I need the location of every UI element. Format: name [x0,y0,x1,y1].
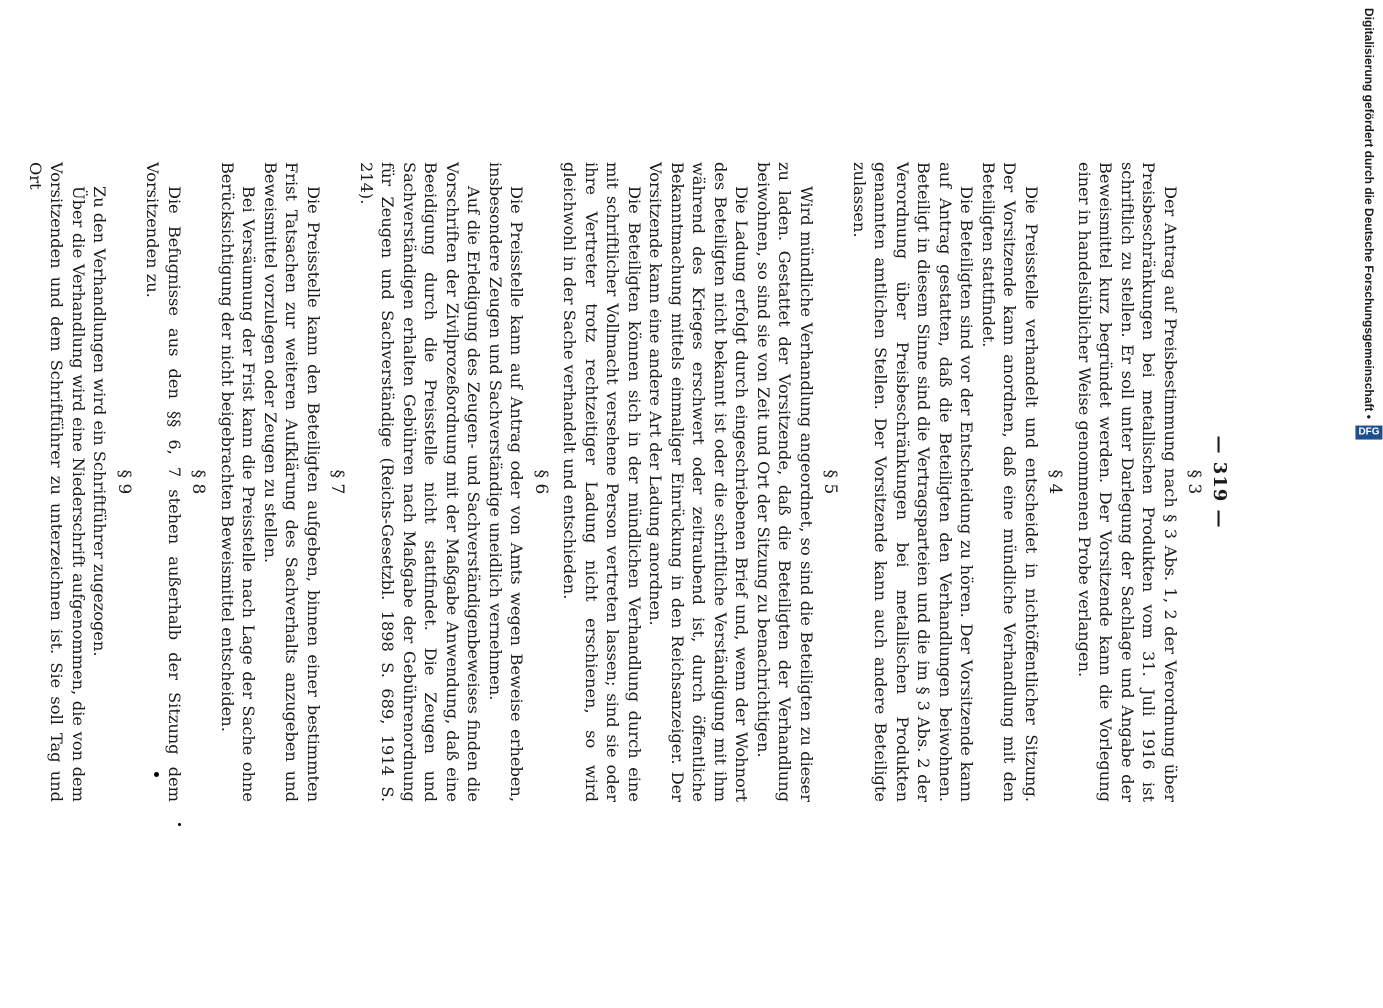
paragraph: Die Preisstelle kann auf Antrag oder von Amts wegen Beweise erheben, insbesondere Zeugen und Sachverständige uneidlich vernehmen. [486,162,527,802]
paragraph: Wird mündliche Verhandlung angeordnet, so sind die Beteiligten zu dieser zu laden. Gestattet der Vorsitzende, daß die Beteiligten der Verhandlung beiwohnen, so sind sie von Zeit und Ort der Sitzung zu benachrichtigen. [754,162,816,802]
section [25,162,135,802]
scan-speck [178,823,181,826]
page-number: — 319 — [1209,435,1230,529]
section [142,162,209,802]
scanned-page [26,152,1230,812]
section-heading: § 3 [1184,469,1205,495]
paragraph: Die Beteiligten können sich in der mündlichen Verhandlung durch eine mit schriftlicher Vollmacht versehene Person vertreten lassen; sind sie oder ihre Vertreter trotz rechtzeitiger Ladung nicht erschienen, so wird gleichwohl in der Sache verhandelt und entschieden. [560,162,644,802]
paragraph: Zu den Verhandlungen wird ein Schriftführer zugezogen. [90,186,110,657]
section-heading: § 9 [114,469,134,495]
digitization-footer [1359,0,1381,1000]
section [356,162,552,802]
section [849,162,1066,802]
section-heading: § 4 [1045,469,1066,495]
dfg-logo: DFG [1355,425,1382,439]
paragraph: Die Beteiligten sind vor der Entscheidung zu hören. Der Vorsitzende kann auf Antrag gestatten, daß die Beteiligten den Verhandlungen beiwohnen. Beteiligt in diesem Sinne sind die Vertragsparteien und die im § 3 Abs. 2 der Verordnung über Preisbeschränkungen bei metallischen Produkten genannten amtlichen Stellen. Der Vorsitzende kann auch andere Beteiligte zulassen. [850,162,977,802]
section [559,162,841,802]
sections-container [25,162,1205,802]
paragraph: Die Ladung erfolgt durch eingeschriebenen Brief und, wenn der Wohnort des Beteiligten nicht bekannt ist oder die schriftliche Verständigung mit ihm während des Krieges erschwert oder zeitraubend ist, durch öffentliche Bekanntmachung mittels einmaliger Einrückung in den Reichsanzeiger. Der Vorsitzende kann eine andere Art der Ladung anordnen. [646,162,752,802]
paragraph: Die Befugnisse aus den §§ 6, 7 stehen außerhalb der Sitzung dem Vorsitzenden zu. [143,162,184,802]
funding-note-wrapper [1358,8,1380,1008]
section-heading: § 8 [188,469,209,495]
section-heading: § 6 [531,469,551,495]
paragraph: Über die Verhandlung wird eine Niederschrift aufgenommen, die von dem Vorsitzenden und dem Schriftführer zu unterzeichnen ist. Sie soll Tag und Ort [26,162,88,802]
paragraph: Die Preisstelle verhandelt und entscheidet in nichtöffentlicher Sitzung. Der Vorsitzende kann anordnen, daß eine mündliche Verhandlung mit den Beteiligten stattfindet. [979,162,1041,802]
funding-note: Digitalisierung gefördert durch die Deutsche Forschungsgemeinschaft • [1362,8,1376,419]
paragraph: Auf die Erledigung des Zeugen- und Sachverständigenbeweises finden die Vorschriften der Zivilprozeßordnung mit der Maßgabe Anwendung, daß eine Beeidigung durch die Preisstelle nicht stattfindet. Die Zeugen und Sachverständigen erhalten Gebühren nach Maßgabe der Gebührenordnung für Zeugen und Sachverständige (Reichs-Gesetzbl. 1898 S. 689, 1914 S. 214). [357,162,484,802]
section [217,162,348,802]
paragraph: Der Antrag auf Preisbestimmung nach § 3 Abs. 1, 2 der Verordnung über Preisbeschränkungen bei metallischen Produkten vom 31. Juli 1916 ist schriftlich zu stellen. Er soll unter Darlegung der Sachlage und Angabe der Beweismittel kurz begründet werden. Der Vorsitzende kann die Vorlegung einer in handelsüblicher Weise genommenen Probe verlangen. [1075,162,1180,802]
scan-speck [154,772,159,777]
section-heading: § 7 [327,469,348,495]
paragraph: Die Preisstelle kann den Beteiligten aufgeben, binnen einer bestimmten Frist Tatsachen zur weiteren Aufklärung des Sachverhalts anzugeben und Beweismittel vorzulegen oder Zeugen zu stellen. [261,162,323,802]
section [1074,162,1205,802]
section-heading: § 5 [820,469,841,495]
paragraph: Bei Versäumung der Frist kann die Preisstelle nach Lage der Sache ohne Berücksichtigung der nicht beigebrachten Beweismittel entscheiden. [218,162,259,802]
